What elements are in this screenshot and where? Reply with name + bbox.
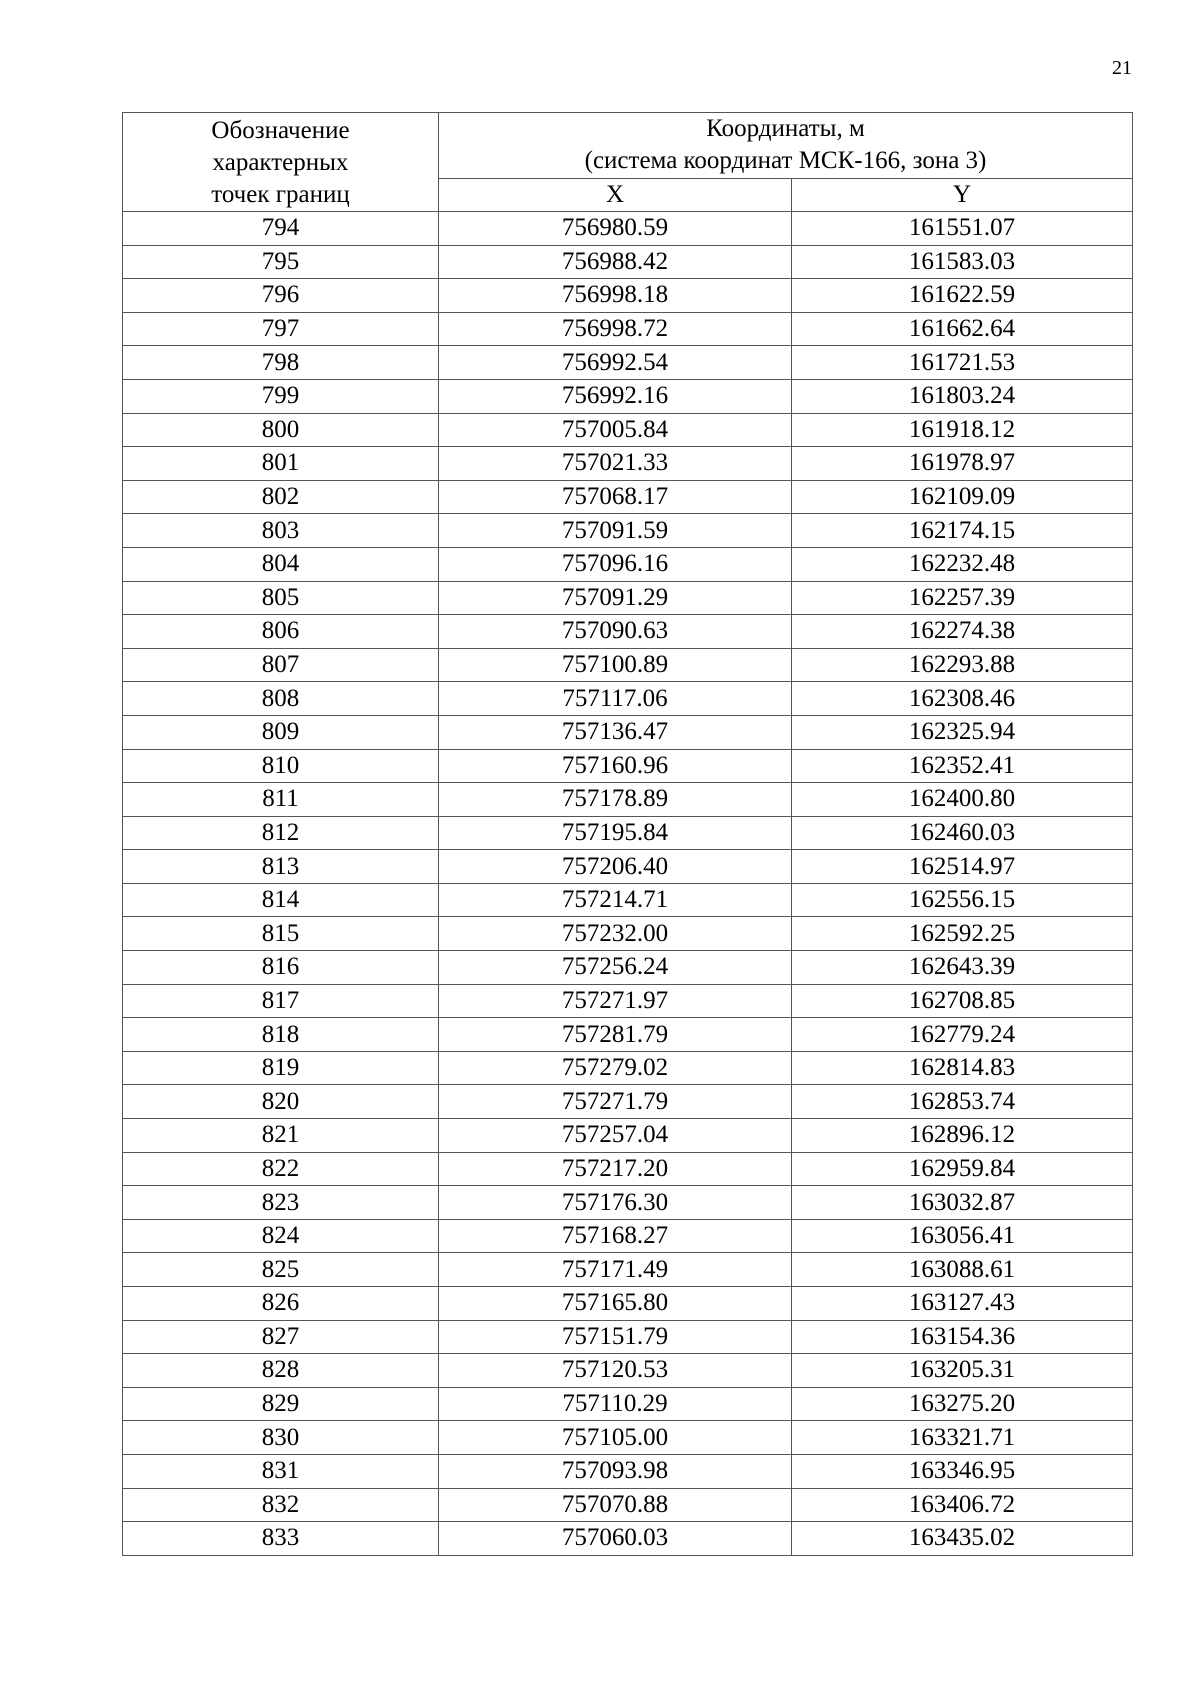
y-cell: 161551.07 [792, 212, 1133, 246]
x-cell: 757091.59 [439, 514, 792, 548]
point-cell: 805 [123, 581, 439, 615]
point-cell: 795 [123, 245, 439, 279]
x-cell: 756998.72 [439, 312, 792, 346]
table-row [123, 917, 1133, 951]
page-number: 21 [1112, 57, 1132, 79]
y-cell: 162174.15 [792, 514, 1133, 548]
table-row [123, 783, 1133, 817]
y-cell: 161583.03 [792, 245, 1133, 279]
point-cell: 823 [123, 1186, 439, 1220]
point-cell: 797 [123, 312, 439, 346]
x-cell: 757117.06 [439, 682, 792, 716]
y-cell: 162308.46 [792, 682, 1133, 716]
table-row [123, 1320, 1133, 1354]
x-cell: 757100.89 [439, 648, 792, 682]
table-row [123, 951, 1133, 985]
point-cell: 824 [123, 1219, 439, 1253]
point-cell: 825 [123, 1253, 439, 1287]
point-cell: 826 [123, 1287, 439, 1321]
x-cell: 757271.97 [439, 984, 792, 1018]
y-cell: 162352.41 [792, 749, 1133, 783]
point-cell: 806 [123, 615, 439, 649]
x-cell: 757257.04 [439, 1119, 792, 1153]
y-cell: 162814.83 [792, 1051, 1133, 1085]
table-row [123, 1219, 1133, 1253]
x-cell: 757151.79 [439, 1320, 792, 1354]
y-cell: 161721.53 [792, 346, 1133, 380]
point-cell: 808 [123, 682, 439, 716]
table-row [123, 1354, 1133, 1388]
table-row [123, 547, 1133, 581]
point-cell: 822 [123, 1152, 439, 1186]
table-row [123, 1454, 1133, 1488]
x-cell: 757060.03 [439, 1522, 792, 1556]
point-header-line-2: характерных [212, 149, 349, 176]
x-cell: 757070.88 [439, 1488, 792, 1522]
table-row [123, 514, 1133, 548]
table-row [123, 312, 1133, 346]
y-cell: 161803.24 [792, 379, 1133, 413]
coordinates-table [122, 112, 1133, 1556]
x-cell: 757091.29 [439, 581, 792, 615]
x-cell: 756988.42 [439, 245, 792, 279]
table-row [123, 1253, 1133, 1287]
x-cell: 756980.59 [439, 212, 792, 246]
x-cell: 756992.16 [439, 379, 792, 413]
y-cell: 161978.97 [792, 447, 1133, 481]
point-cell: 820 [123, 1085, 439, 1119]
point-cell: 800 [123, 413, 439, 447]
table-row [123, 346, 1133, 380]
table-row [123, 1522, 1133, 1556]
table-row [123, 1387, 1133, 1421]
point-cell: 830 [123, 1421, 439, 1455]
table-row [123, 715, 1133, 749]
x-cell: 757090.63 [439, 615, 792, 649]
y-cell: 162643.39 [792, 951, 1133, 985]
table-row [123, 1421, 1133, 1455]
table-row [123, 615, 1133, 649]
x-cell: 757136.47 [439, 715, 792, 749]
x-cell: 757093.98 [439, 1454, 792, 1488]
table-row [123, 1119, 1133, 1153]
table-row [123, 447, 1133, 481]
y-cell: 162460.03 [792, 816, 1133, 850]
table-row [123, 581, 1133, 615]
table-row [123, 1287, 1133, 1321]
point-cell: 796 [123, 279, 439, 313]
y-cell: 163205.31 [792, 1354, 1133, 1388]
table-row [123, 245, 1133, 279]
point-cell: 814 [123, 883, 439, 917]
table-row [123, 648, 1133, 682]
y-cell: 163154.36 [792, 1320, 1133, 1354]
y-cell: 162896.12 [792, 1119, 1133, 1153]
x-cell: 757068.17 [439, 480, 792, 514]
y-cell: 162232.48 [792, 547, 1133, 581]
y-cell: 162708.85 [792, 984, 1133, 1018]
y-cell: 163032.87 [792, 1186, 1133, 1220]
x-cell: 757171.49 [439, 1253, 792, 1287]
x-cell: 757195.84 [439, 816, 792, 850]
y-cell: 162325.94 [792, 715, 1133, 749]
x-cell: 757021.33 [439, 447, 792, 481]
y-cell: 161622.59 [792, 279, 1133, 313]
x-cell: 757096.16 [439, 547, 792, 581]
y-cell: 162514.97 [792, 850, 1133, 884]
table-row [123, 1186, 1133, 1220]
y-cell: 163088.61 [792, 1253, 1133, 1287]
x-cell: 757176.30 [439, 1186, 792, 1220]
y-cell: 162779.24 [792, 1018, 1133, 1052]
point-cell: 802 [123, 480, 439, 514]
y-cell: 162257.39 [792, 581, 1133, 615]
point-cell: 801 [123, 447, 439, 481]
point-column-header [123, 113, 439, 212]
point-cell: 833 [123, 1522, 439, 1556]
y-cell: 162853.74 [792, 1085, 1133, 1119]
table-row [123, 379, 1133, 413]
y-cell: 163275.20 [792, 1387, 1133, 1421]
y-cell: 162109.09 [792, 480, 1133, 514]
x-cell: 757168.27 [439, 1219, 792, 1253]
y-cell: 162592.25 [792, 917, 1133, 951]
x-cell: 756992.54 [439, 346, 792, 380]
x-cell: 757271.79 [439, 1085, 792, 1119]
coordinates-column-header [439, 113, 1133, 179]
table-row [123, 883, 1133, 917]
point-cell: 803 [123, 514, 439, 548]
table-row [123, 1085, 1133, 1119]
table-row [123, 279, 1133, 313]
y-cell: 163406.72 [792, 1488, 1133, 1522]
point-header-line-1: Обозначение [211, 117, 350, 144]
x-cell: 757110.29 [439, 1387, 792, 1421]
x-cell: 757206.40 [439, 850, 792, 884]
point-cell: 827 [123, 1320, 439, 1354]
x-column-header: X [439, 178, 792, 211]
point-cell: 798 [123, 346, 439, 380]
table-row [123, 1051, 1133, 1085]
point-cell: 818 [123, 1018, 439, 1052]
table-row [123, 1152, 1133, 1186]
point-cell: 815 [123, 917, 439, 951]
y-cell: 162556.15 [792, 883, 1133, 917]
table-row [123, 212, 1133, 246]
point-cell: 831 [123, 1454, 439, 1488]
table-row [123, 1488, 1133, 1522]
table-row [123, 682, 1133, 716]
table-body [123, 212, 1133, 1556]
x-cell: 757105.00 [439, 1421, 792, 1455]
y-cell: 161918.12 [792, 413, 1133, 447]
point-cell: 799 [123, 379, 439, 413]
coordinates-header-line-1: Координаты, м [706, 115, 865, 143]
table-row [123, 1018, 1133, 1052]
point-cell: 832 [123, 1488, 439, 1522]
point-cell: 817 [123, 984, 439, 1018]
y-cell: 162400.80 [792, 783, 1133, 817]
y-cell: 162959.84 [792, 1152, 1133, 1186]
x-cell: 757256.24 [439, 951, 792, 985]
x-cell: 757165.80 [439, 1287, 792, 1321]
point-cell: 819 [123, 1051, 439, 1085]
x-cell: 757120.53 [439, 1354, 792, 1388]
point-cell: 813 [123, 850, 439, 884]
x-cell: 757160.96 [439, 749, 792, 783]
y-cell: 161662.64 [792, 312, 1133, 346]
table-row [123, 850, 1133, 884]
point-cell: 828 [123, 1354, 439, 1388]
y-cell: 162293.88 [792, 648, 1133, 682]
point-cell: 810 [123, 749, 439, 783]
header-row-main [123, 113, 1133, 179]
point-cell: 807 [123, 648, 439, 682]
x-cell: 757217.20 [439, 1152, 792, 1186]
point-cell: 821 [123, 1119, 439, 1153]
y-cell: 163127.43 [792, 1287, 1133, 1321]
x-cell: 757005.84 [439, 413, 792, 447]
point-cell: 794 [123, 212, 439, 246]
y-cell: 162274.38 [792, 615, 1133, 649]
table-row [123, 480, 1133, 514]
point-cell: 816 [123, 951, 439, 985]
table-row [123, 984, 1133, 1018]
y-cell: 163435.02 [792, 1522, 1133, 1556]
point-cell: 809 [123, 715, 439, 749]
y-column-header: Y [792, 178, 1133, 211]
x-cell: 757214.71 [439, 883, 792, 917]
point-header-line-3: точек границ [211, 181, 350, 208]
x-cell: 757178.89 [439, 783, 792, 817]
coordinates-header-line-2: (система координат МСК-166, зона 3) [584, 147, 987, 175]
x-cell: 757232.00 [439, 917, 792, 951]
y-cell: 163321.71 [792, 1421, 1133, 1455]
table-row [123, 413, 1133, 447]
y-cell: 163346.95 [792, 1454, 1133, 1488]
table-header [123, 113, 1133, 212]
point-cell: 811 [123, 783, 439, 817]
x-cell: 757281.79 [439, 1018, 792, 1052]
point-cell: 829 [123, 1387, 439, 1421]
table-row [123, 816, 1133, 850]
point-cell: 804 [123, 547, 439, 581]
table-row [123, 749, 1133, 783]
point-cell: 812 [123, 816, 439, 850]
x-cell: 756998.18 [439, 279, 792, 313]
y-cell: 163056.41 [792, 1219, 1133, 1253]
x-cell: 757279.02 [439, 1051, 792, 1085]
